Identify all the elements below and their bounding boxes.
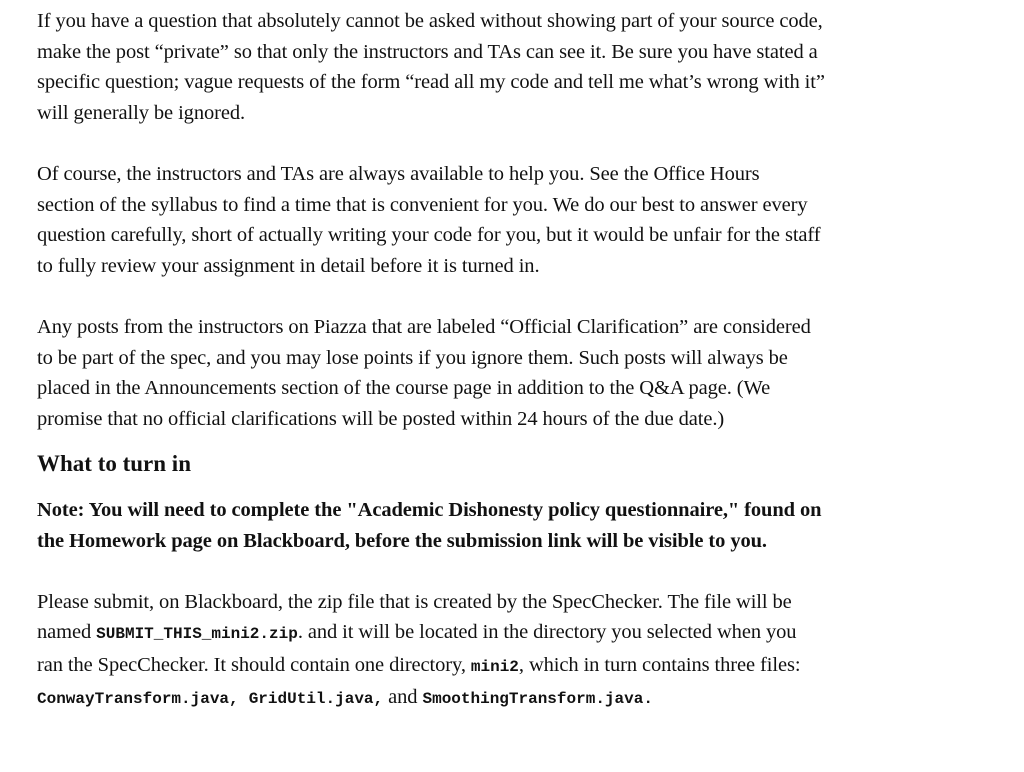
text-line: make the post “private” so that only the instructors and TAs can see it. Be sure you have stated a <box>37 40 818 63</box>
text-line: Please submit, on Blackboard, the zip file that is created by the SpecChecker. The file will be <box>37 590 792 613</box>
note-academic-dishonesty <box>37 495 997 556</box>
file-name: SmoothingTransform.java. <box>422 690 653 709</box>
file-name: ConwayTransform.java, <box>37 690 239 709</box>
text-line: section of the syllabus to find a time that is convenient for you. We do our best to answer every <box>37 193 808 216</box>
text-fragment: , which in turn contains three files: <box>518 653 801 676</box>
text-line: specific question; vague requests of the form “read all my code and tell me what’s wrong with it” <box>37 71 825 94</box>
text-line: will generally be ignored. <box>37 101 246 124</box>
text-line: Note: You will need to complete the "Academic Dishonesty policy questionnaire," found on <box>37 498 822 521</box>
text-line: Any posts from the instructors on Piazza that are labeled “Official Clarification” are considered <box>37 315 811 338</box>
text-line <box>37 650 997 683</box>
text-line: question carefully, short of actually writing your code for you, but it would be unfair for the staff <box>37 224 821 247</box>
paragraph-spacer <box>37 281 997 312</box>
text-fragment: ran the SpecChecker. It should contain one directory, <box>37 653 471 676</box>
file-name: GridUtil.java, <box>248 690 384 709</box>
text-fragment: and <box>383 686 423 709</box>
zip-filename: SUBMIT_THIS_mini2.zip <box>96 625 298 644</box>
directory-name: mini2 <box>470 657 519 676</box>
text-line: to be part of the spec, and you may lose points if you ignore them. Such posts will always be <box>37 346 788 369</box>
text-line: the Homework page on Blackboard, before the submission link will be visible to you. <box>37 529 767 552</box>
text-line: placed in the Announcements section of the course page in addition to the Q&A page. (We <box>37 377 771 400</box>
paragraph-submission <box>37 587 997 715</box>
text-line: Of course, the instructors and TAs are always available to help you. See the Office Hours <box>37 162 760 185</box>
document-page <box>37 6 997 715</box>
section-heading: What to turn in <box>37 451 191 477</box>
paragraph-official-clarification <box>37 312 997 434</box>
text-line: to fully review your assignment in detail before it is turned in. <box>37 254 540 277</box>
text-fragment: named <box>37 621 97 644</box>
text-line: If you have a question that absolutely cannot be asked without showing part of your source code, <box>37 10 823 32</box>
text-line <box>37 682 997 715</box>
paragraph-spacer <box>37 556 997 587</box>
text-fragment: . and it will be located in the directory you selected when you <box>297 621 797 644</box>
text-line <box>37 617 997 650</box>
paragraph-office-hours <box>37 159 997 281</box>
paragraph-spacer <box>37 128 997 159</box>
text-line: promise that no official clarifications will be posted within 24 hours of the due date.) <box>37 407 725 430</box>
paragraph-private-posts <box>37 6 997 128</box>
